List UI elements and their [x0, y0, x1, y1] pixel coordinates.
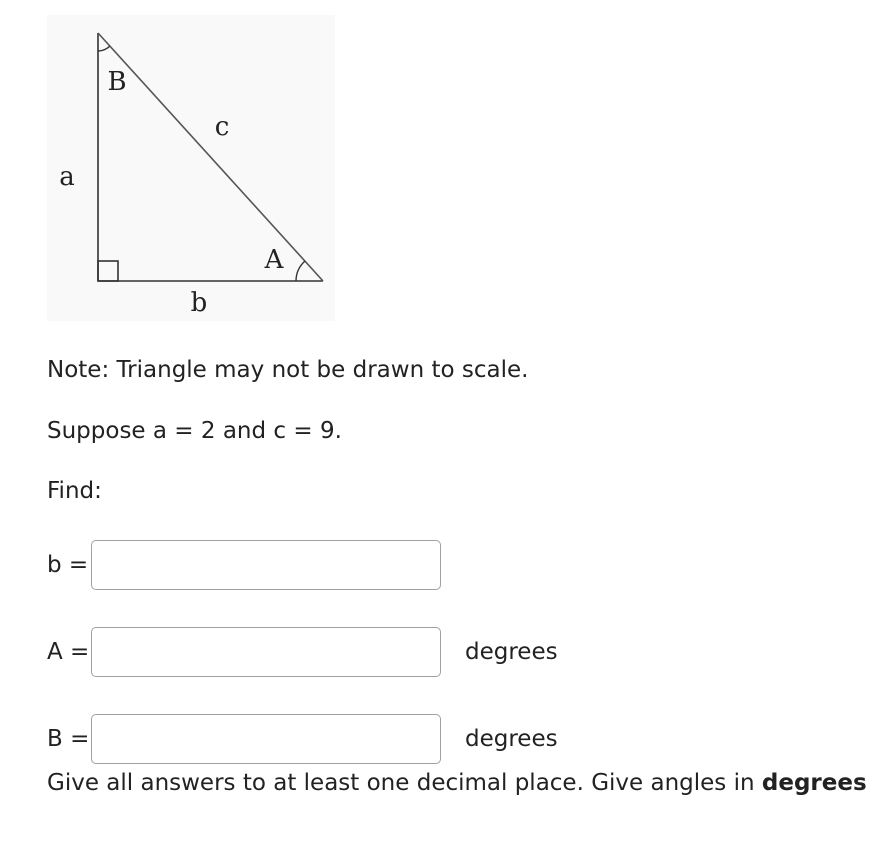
side-c-line: [98, 33, 323, 281]
answer-input-b-angle[interactable]: [91, 714, 441, 764]
angle-a-arc: [296, 261, 305, 281]
side-c-label: c: [214, 112, 230, 142]
instructions: [47, 768, 867, 798]
answer-label-b: b =: [47, 552, 89, 578]
side-a-label: a: [59, 162, 75, 192]
angle-a-label: A: [264, 245, 284, 275]
instructions-emphasis: degrees: [761, 770, 867, 796]
answer-input-a[interactable]: [91, 627, 441, 677]
answer-unit-a: degrees: [465, 639, 558, 665]
answer-label-a: A =: [47, 639, 90, 665]
answer-input-b[interactable]: [91, 540, 441, 590]
answer-row-a: [47, 625, 558, 679]
instructions-text: Give all answers to at least one decimal place. Give angles in: [47, 770, 762, 796]
side-b-label: b: [190, 288, 208, 318]
right-angle-marker: [98, 261, 118, 281]
triangle-figure: [47, 15, 335, 321]
given-values: Suppose a = 2 and c = 9.: [47, 418, 342, 444]
answer-row-b: [47, 538, 441, 592]
angle-b-arc: [98, 46, 110, 51]
answer-label-b-angle: B =: [47, 726, 90, 752]
triangle-diagram: [47, 15, 335, 321]
answer-unit-b-angle: degrees: [465, 726, 558, 752]
find-label: Find:: [47, 478, 102, 504]
answer-row-b-angle: [47, 712, 558, 766]
angle-b-label: B: [107, 67, 127, 97]
scale-note: Note: Triangle may not be drawn to scale.: [47, 357, 529, 383]
